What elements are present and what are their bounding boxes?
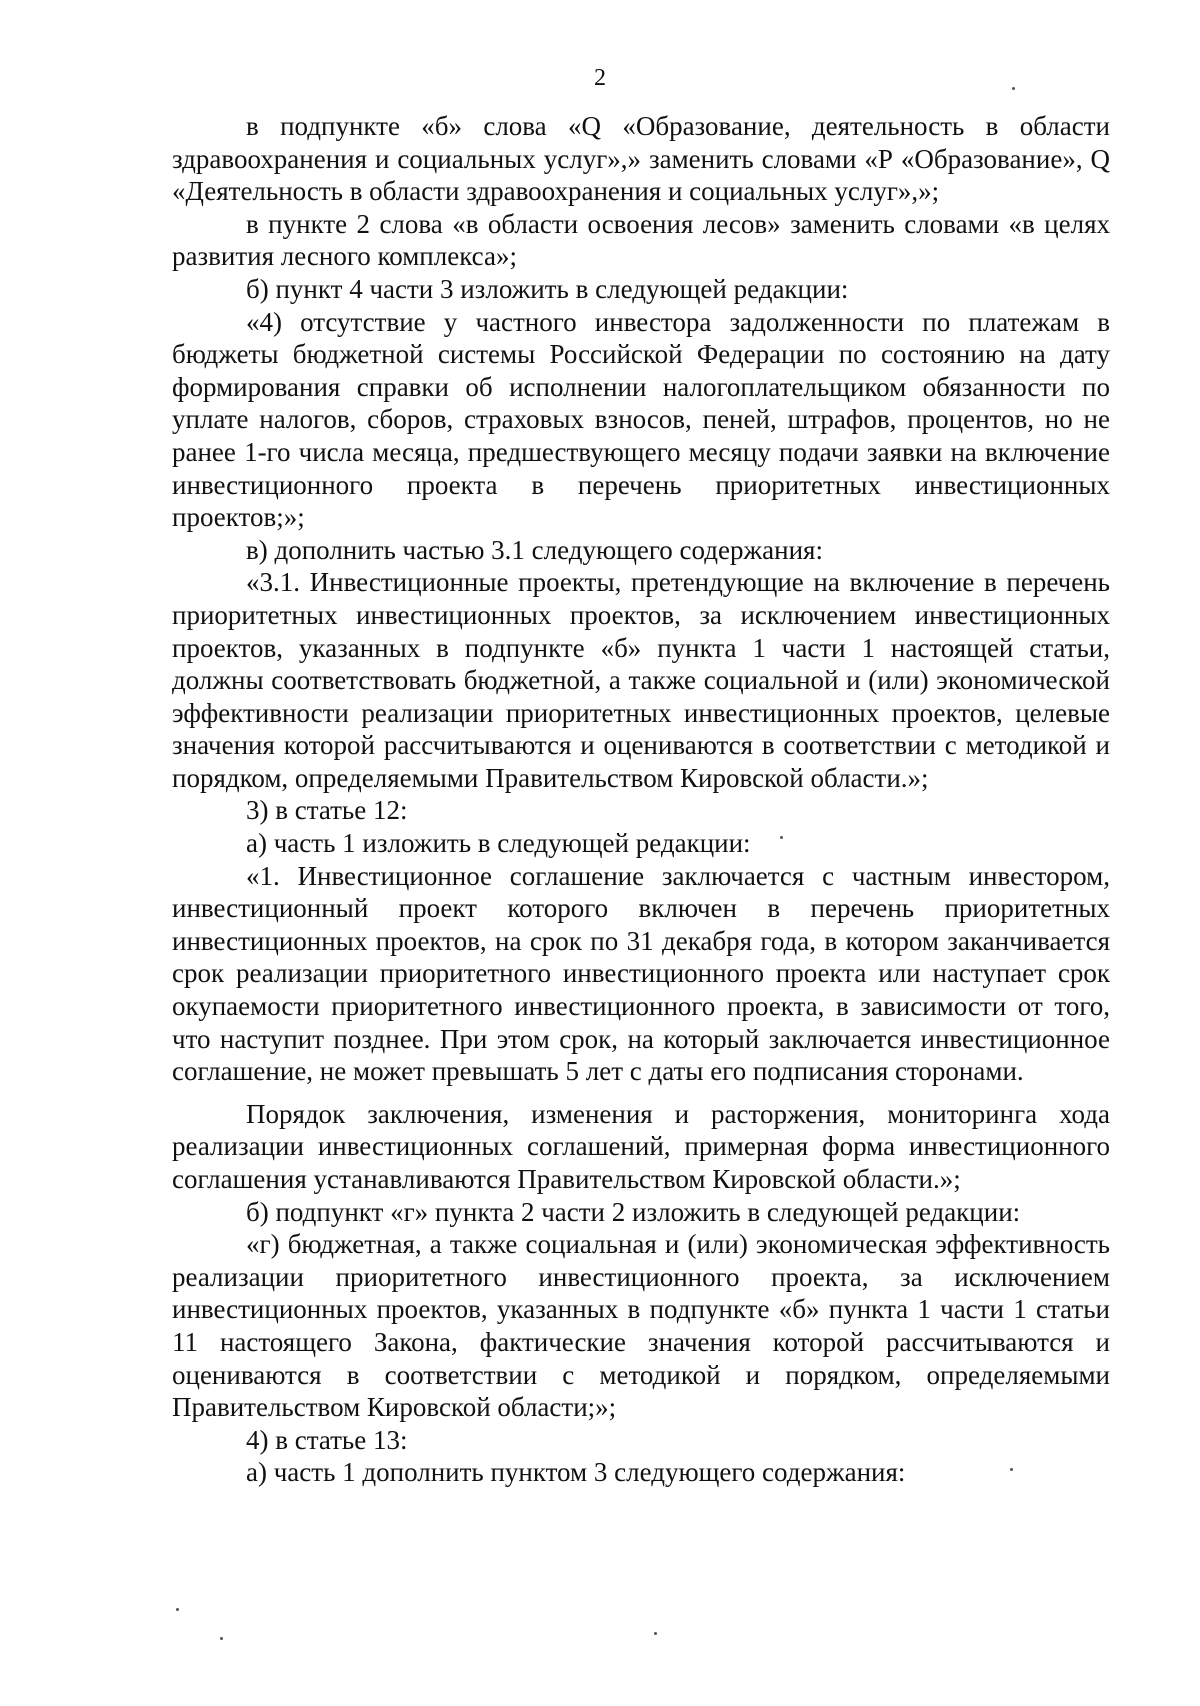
paragraph-2: в пункте 2 слова «в области освоения лесов» заменить словами «в целях развития лесного комплекса»;: [172, 208, 1110, 272]
paragraph-11: б) подпункт «г» пункта 2 части 2 изложить в следующей редакции:: [246, 1196, 1021, 1227]
paragraph-9: «1. Инвестиционное соглашение заключается с частным инвестором, инвестиционный проект которого включен в перечень приоритетных инвестиционных проектов, на срок по 31 декабря года, в котором заканчивается срок реализации приоритетного инвестиционного проекта или наступает срок окупаемости приоритетного инвестиционного проекта, в зависимости от того, что наступит позднее. При этом срок, на который заключается инвестиционное соглашение, не может превышать 5 лет с даты его подписания сторонами.: [172, 860, 1110, 1087]
page-number: 2: [594, 65, 606, 91]
paragraph-7: 3) в статье 12:: [246, 795, 408, 826]
paragraph-13: 4) в статье 13:: [246, 1424, 408, 1455]
scan-speck: [654, 1632, 657, 1635]
paragraph-12: «г) бюджетная, а также социальная и (или) экономическая эффективность реализации приоритетного инвестиционного проекта, за исключением инвестиционных проектов, указанных в подпункте «б» пункта 1 части 1 статьи 11 настоящего Закона, фактические значения которой рассчитываются и оцениваются в соответствии с методикой и порядком, определяемыми Правительством Кировской области;»;: [172, 1229, 1110, 1423]
paragraph-6: «3.1. Инвестиционные проекты, претендующие на включение в перечень приоритетных инвестиционных проектов, за исключением инвестиционных проектов, указанных в подпункте «б» пункта 1 части 1 настоящей статьи, должны соответствовать бюджетной, а также социальной и (или) экономической эффективности реализации приоритетных инвестиционных проектов, целевые значения которой рассчитываются и оцениваются в соответствии с методикой и порядком, определяемыми Правительством Кировской области.»;: [172, 567, 1110, 793]
paragraph-8: а) часть 1 изложить в следующей редакции:: [246, 828, 751, 859]
paragraph-14: а) часть 1 дополнить пунктом 3 следующего содержания:: [246, 1457, 906, 1488]
paragraph-5: в) дополнить частью 3.1 следующего содержания:: [246, 534, 823, 565]
document-body: [172, 110, 1110, 1489]
scan-speck: [1012, 87, 1015, 90]
paragraph-3: б) пункт 4 части 3 изложить в следующей редакции:: [246, 273, 849, 304]
paragraph-4: «4) отсутствие у частного инвестора задолженности по платежам в бюджеты бюджетной системы Российской Федерации по состоянию на дату формирования справки об исполнении налогоплательщиком обязанности по уплате налогов, сборов, страховых взносов, пеней, штрафов, процентов, но не ранее 1-го числа месяца, предшествующего месяцу подачи заявки на включение инвестиционного проекта в перечень приоритетных инвестиционных проектов;»;: [172, 306, 1110, 533]
scan-speck: [1010, 1468, 1013, 1471]
scan-speck: [176, 1608, 179, 1611]
scan-speck: [780, 836, 783, 839]
paragraph-10: Порядок заключения, изменения и расторжения, мониторинга хода реализации инвестиционных соглашений, примерная форма инвестиционного соглашения устанавливаются Правительством Кировской области.»;: [172, 1098, 1110, 1194]
scan-speck: [220, 1637, 223, 1640]
paragraph-1: в подпункте «б» слова «Q «Образование, деятельность в области здравоохранения и социальных услуг»,» заменить словами «Р «Образование», Q «Деятельность в области здравоохранения и социальных услуг»,»;: [172, 111, 1110, 207]
